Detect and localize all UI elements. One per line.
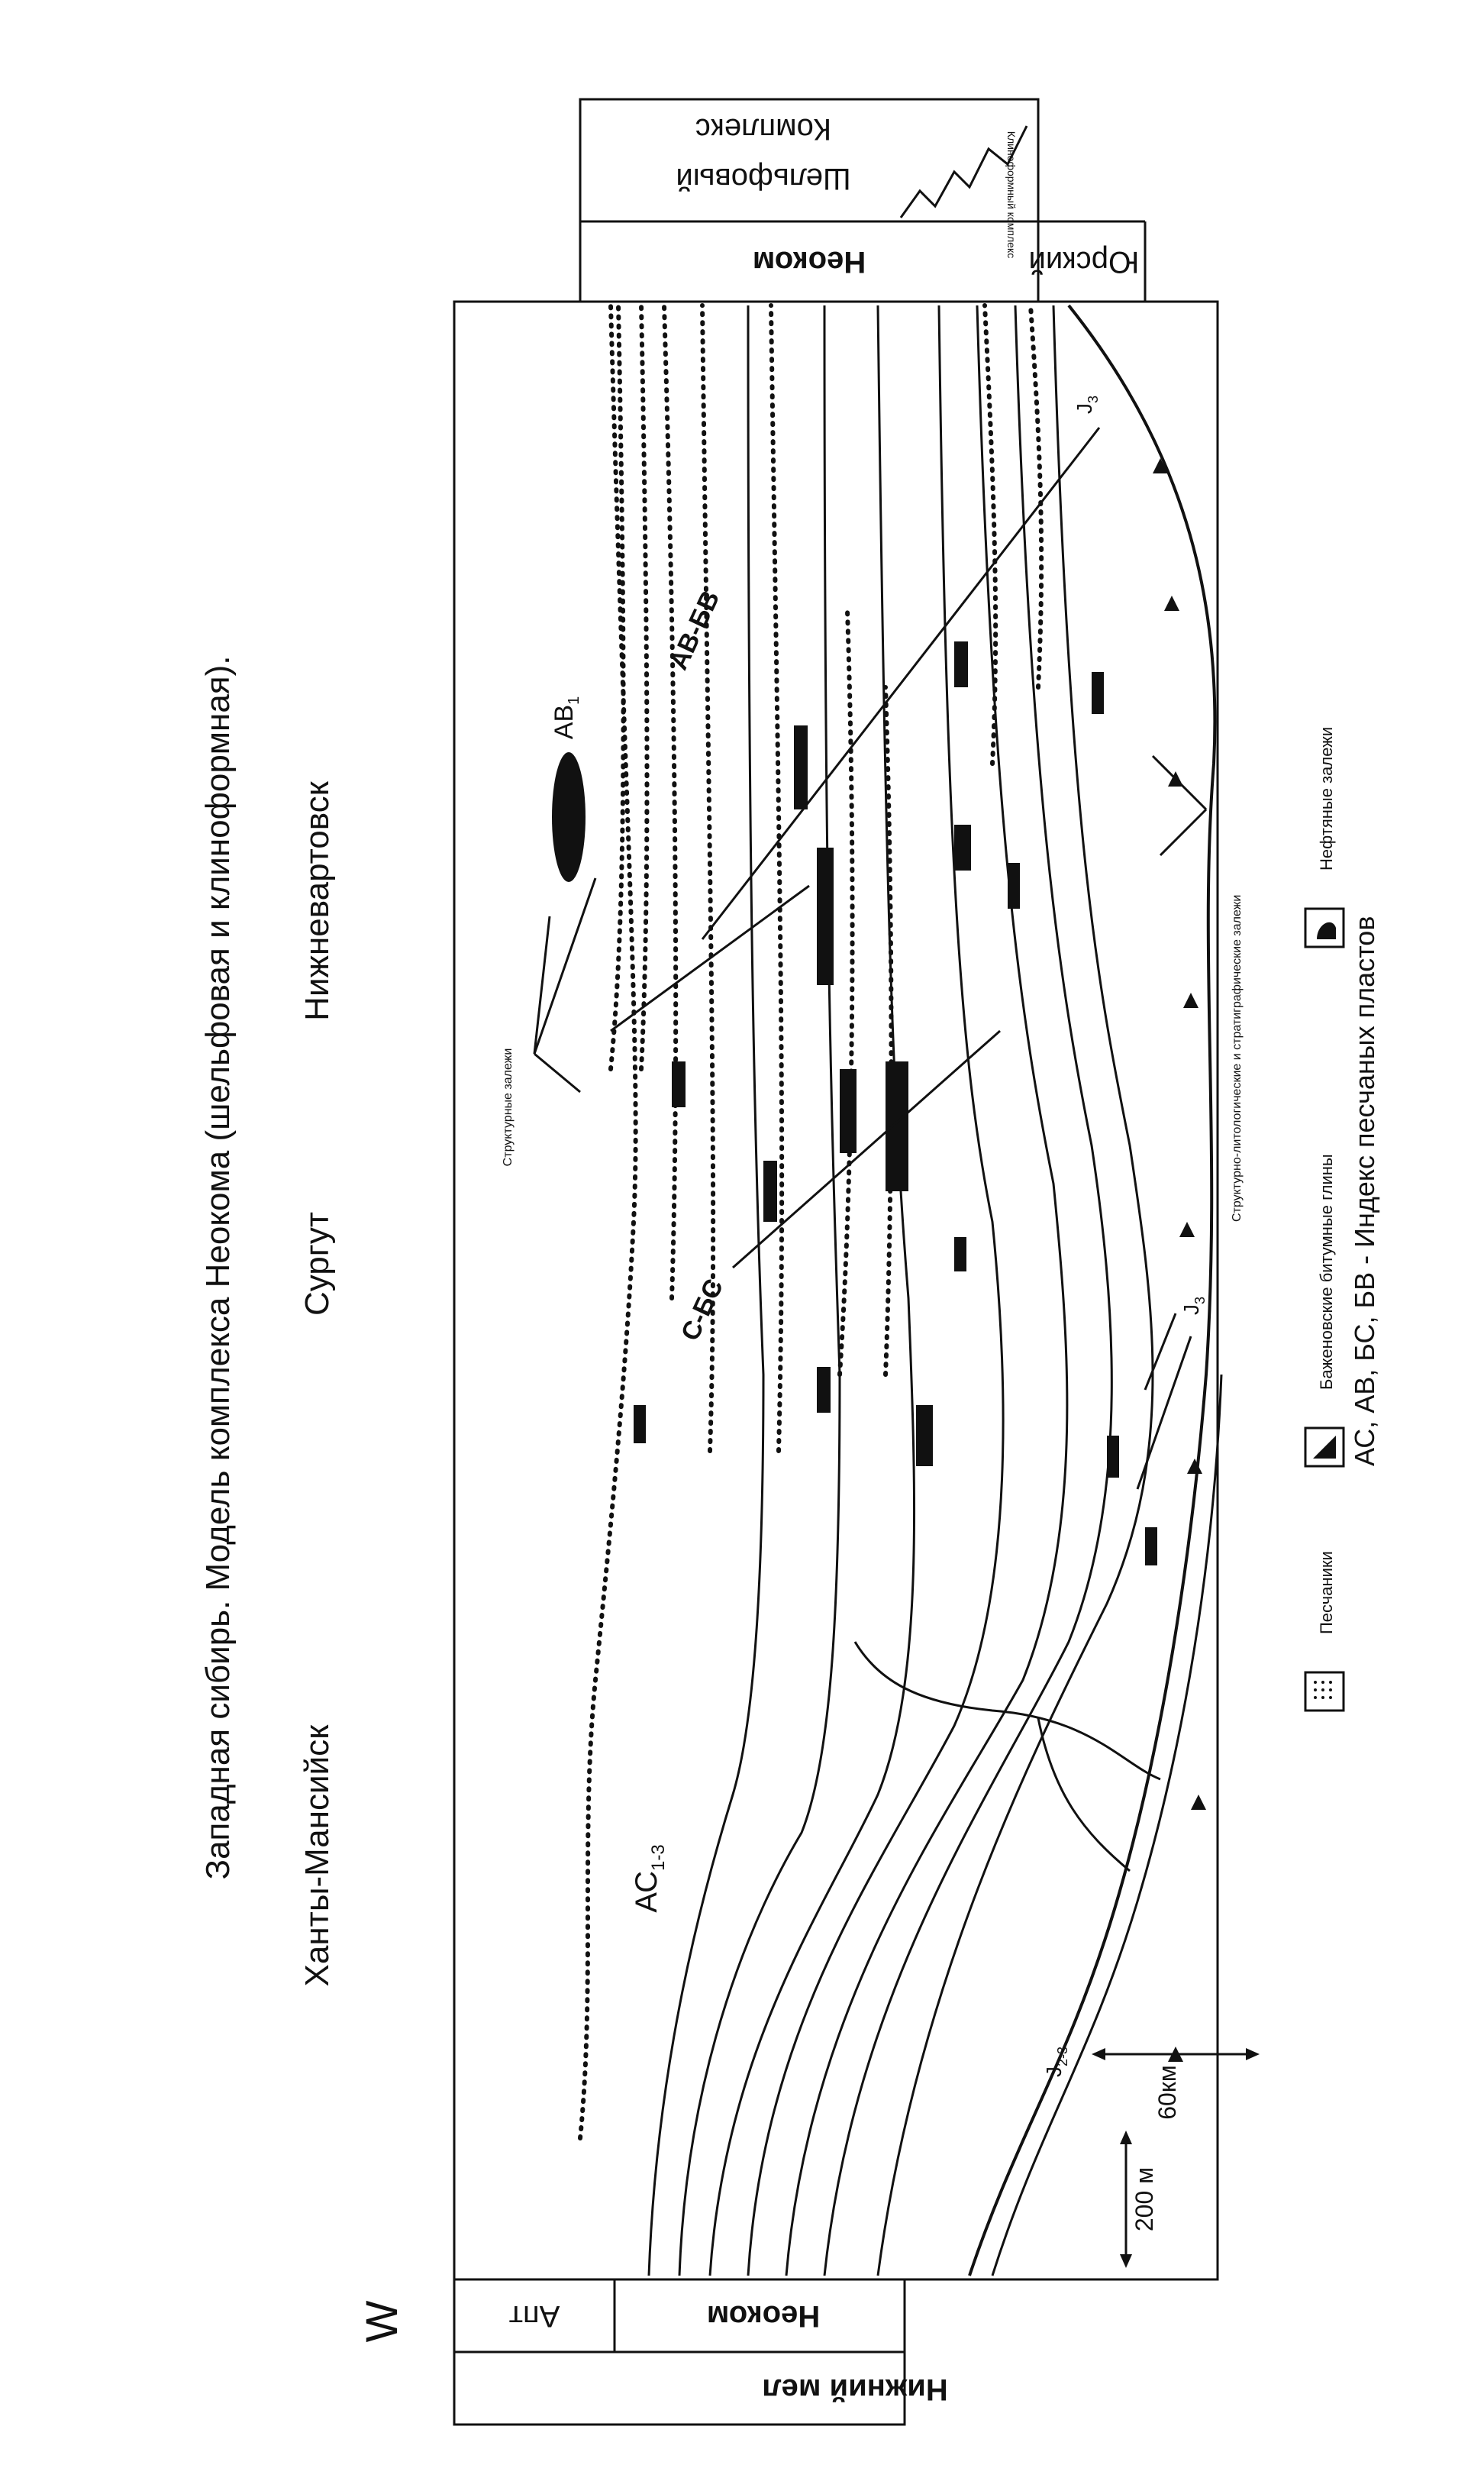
- label-ab-bv: АВ-БВ: [663, 586, 726, 674]
- svg-text:АВ1: [550, 696, 582, 739]
- svg-text:АС1-3: [630, 1844, 669, 1912]
- place-surgut-label: Сургут: [298, 1212, 336, 1316]
- label-structural-traps: Структурные залежи: [502, 1048, 515, 1167]
- strat-column-left: [454, 2279, 948, 2425]
- strat-neocomian-left: Неоком: [706, 2299, 821, 2333]
- label-j3-top: J: [1073, 403, 1096, 415]
- place-nizhnevartovsk: [298, 780, 336, 1020]
- label-j3-bottom: J: [1179, 1304, 1203, 1316]
- strat-neocomian-right: Неоком: [752, 245, 866, 279]
- scale-horizontal: 60км: [1153, 2065, 1181, 2120]
- strat-jurassic: Юрский: [1028, 245, 1140, 279]
- legend-oil-label: Нефтяные залежи: [1317, 726, 1336, 871]
- scale-bars: [1092, 2048, 1260, 2268]
- label-j3-top-sub: 3: [1086, 395, 1101, 404]
- cross-section: [454, 302, 1221, 2279]
- label-j3-bottom-sub: 3: [1192, 1296, 1208, 1305]
- strat-column-right: [580, 99, 1145, 302]
- label-j23: J: [1042, 2066, 1066, 2078]
- legend: [1231, 727, 1380, 1711]
- scale-vertical: 200 м: [1131, 2166, 1158, 2232]
- svg-text:J3: [1073, 396, 1101, 414]
- label-c-bc: С-БС: [675, 1274, 730, 1346]
- direction-west: [357, 2300, 407, 2342]
- label-ab1: АВ: [550, 704, 579, 740]
- place-surgut: [298, 1212, 336, 1316]
- strat-shelf-line1: Шельфовый: [676, 162, 851, 195]
- place-khanty: [298, 1724, 336, 1987]
- strat-lower-cretaceous: Нижний мел: [762, 2373, 948, 2406]
- legend-litho-traps-label: Структурно-литологические и стратиграфические залежи: [1231, 894, 1244, 1222]
- figure-title: Западная сибирь. Модель комплекса Неокома (шельфовая и клиноформная).: [199, 655, 237, 1880]
- strat-shelf-line2: Комплекс: [695, 112, 832, 146]
- svg-text:J2-3: [1042, 2047, 1070, 2077]
- label-ac: АС: [630, 1871, 663, 1913]
- place-nizhnevartovsk-label: Нижневартовск: [298, 781, 336, 1021]
- legend-index-note: АС, АВ, БС, БВ - Индекс песчаных пластов: [1349, 916, 1380, 1466]
- direction-label: W: [357, 2300, 407, 2343]
- legend-clay-label: Баженовские битумные глины: [1317, 1154, 1336, 1390]
- strat-clinoform: Клиноформный комплекс: [1005, 131, 1018, 259]
- place-khanty-label: Ханты-Мансийск: [298, 1724, 336, 1987]
- legend-sandstone-label: Песчаники: [1317, 1551, 1336, 1634]
- label-ab1-sub: 1: [566, 696, 582, 705]
- title-block: [199, 655, 237, 1879]
- label-j23-sub: 2-3: [1055, 2046, 1070, 2067]
- svg-text:J3: [1179, 1297, 1208, 1315]
- base-boundary: [969, 305, 1215, 2276]
- label-ac-sub: 1-3: [648, 1844, 669, 1871]
- strat-aptian: Апт: [508, 2299, 560, 2333]
